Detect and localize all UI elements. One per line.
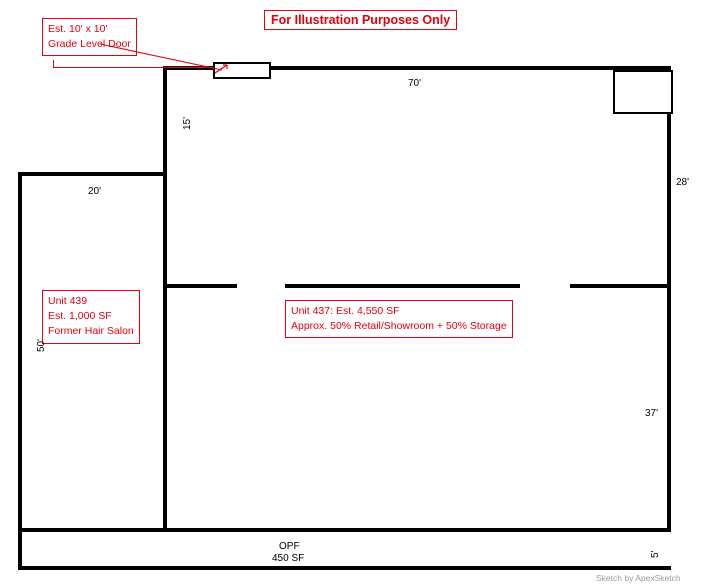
wall-unit439-top — [18, 172, 167, 176]
dimension-unit439-left: 50' — [36, 338, 47, 352]
corner-room-upper-right — [613, 70, 673, 114]
wall-opf-left — [18, 528, 22, 570]
opf-area: 450 SF — [272, 553, 305, 564]
leader-door-diagonal — [100, 30, 225, 72]
wall-top-right — [266, 66, 671, 70]
callout-unit439-line3: Former Hair Salon — [48, 325, 134, 338]
callout-unit439-line2: Est. 1,000 SF — [48, 310, 112, 323]
dimension-right-upper: 28' — [676, 177, 690, 188]
wall-bottom-main — [18, 528, 671, 532]
dimension-opf-right: 5' — [650, 550, 661, 558]
dimension-unit439-top: 20' — [88, 186, 102, 197]
callout-unit437-line1: Unit 437: Est. 4,550 SF — [291, 305, 400, 317]
dimension-right-lower: 37' — [645, 408, 659, 419]
opf-label: OPF — [279, 541, 300, 552]
illustration-title: For Illustration Purposes Only — [264, 10, 457, 30]
callout-unit-437 — [285, 300, 513, 338]
callout-door-line2: Grade Level Door — [48, 38, 131, 51]
wall-right — [667, 66, 671, 532]
wall-left-upper — [163, 66, 167, 176]
callout-unit-439 — [42, 290, 140, 344]
wall-unit439-right — [163, 172, 167, 532]
callout-door-line1: Est. 10' x 10' — [48, 23, 108, 35]
wall-unit439-left — [18, 172, 22, 532]
sketch-watermark: Sketch by ApexSketch — [596, 573, 681, 583]
dimension-left-upper: 15' — [182, 116, 193, 130]
dimension-top: 70' — [408, 78, 422, 89]
wall-interior-left-stub — [167, 284, 237, 288]
wall-opf-bottom — [18, 566, 671, 570]
wall-interior-center-stub — [285, 284, 520, 288]
callout-unit439-line1: Unit 439 — [48, 295, 88, 307]
wall-interior-right-stub — [570, 284, 671, 288]
callout-unit437-line2: Approx. 50% Retail/Showroom + 50% Storage — [291, 320, 507, 333]
